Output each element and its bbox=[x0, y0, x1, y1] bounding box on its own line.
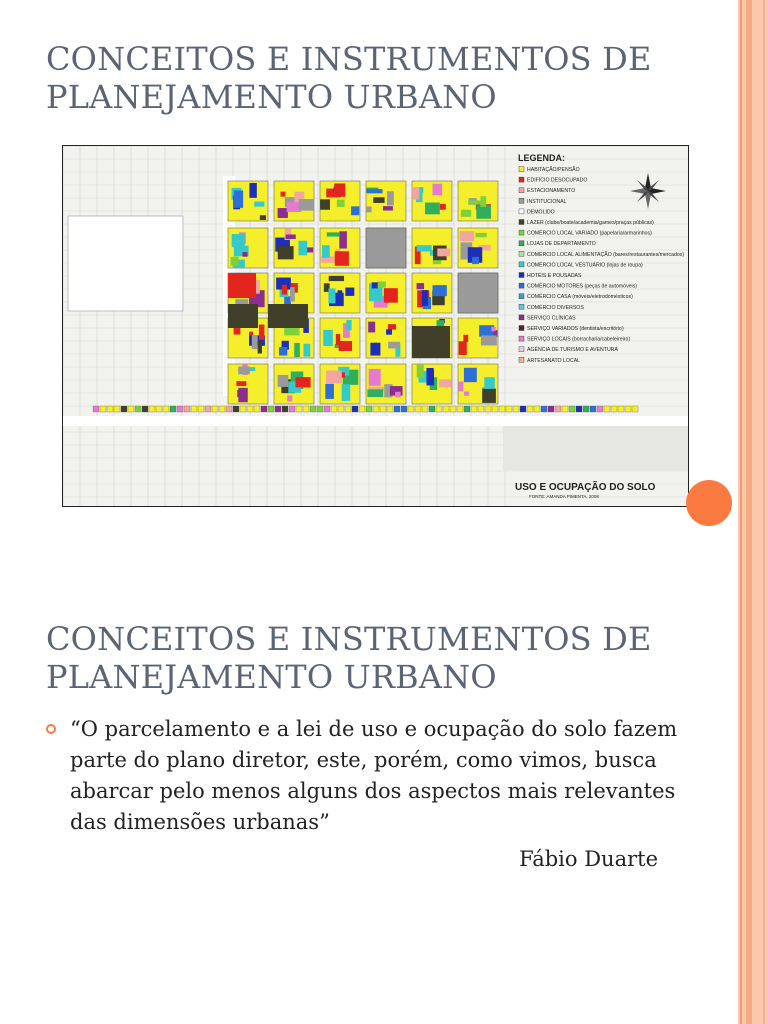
legend-label: COMÉRCIO LOCAL VARIADO (papelaria/armarinhos) bbox=[527, 230, 652, 237]
avenue-lot bbox=[366, 406, 372, 412]
legend-swatch bbox=[519, 294, 524, 299]
legend-label: COMÉRCIO DIVERSOS bbox=[527, 304, 584, 311]
avenue-lot bbox=[331, 406, 337, 412]
quote-author: Fábio Duarte bbox=[519, 847, 658, 871]
legend-swatch bbox=[519, 336, 524, 341]
avenue-lot bbox=[492, 406, 498, 412]
legend-label: INSTITUCIONAL bbox=[527, 198, 567, 205]
legend-item bbox=[519, 251, 684, 258]
avenue-lot bbox=[520, 406, 526, 412]
legend-label: LAZER (clube/boate/academia/games/praças públicas) bbox=[527, 220, 654, 226]
avenue-lot bbox=[198, 406, 204, 412]
city-block bbox=[274, 228, 314, 268]
avenue-lot bbox=[303, 406, 309, 412]
avenue-lot bbox=[156, 406, 162, 412]
city-block bbox=[228, 228, 268, 268]
avenue-lot bbox=[163, 406, 169, 412]
legend-swatch bbox=[519, 347, 524, 352]
legend-swatch bbox=[519, 230, 524, 235]
avenue-lot bbox=[464, 406, 470, 412]
avenue-lot bbox=[555, 406, 561, 412]
legend-item bbox=[519, 261, 643, 268]
legend-item bbox=[519, 314, 576, 321]
avenue-lot bbox=[233, 406, 239, 412]
avenue-lot bbox=[527, 406, 533, 412]
avenue-lot bbox=[401, 406, 407, 412]
legend-swatch bbox=[519, 167, 524, 172]
legend-label: ARTESANATO LOCAL bbox=[527, 357, 581, 364]
avenue-lot bbox=[352, 406, 358, 412]
avenue-lot bbox=[135, 406, 141, 412]
city-block bbox=[320, 318, 360, 358]
city-block bbox=[228, 364, 268, 404]
legend-swatch bbox=[519, 198, 524, 203]
legend-swatch bbox=[519, 188, 524, 193]
avenue-lot bbox=[226, 406, 232, 412]
avenue-lot bbox=[261, 406, 267, 412]
leisure-block bbox=[228, 304, 258, 328]
slide-2 bbox=[0, 512, 738, 1024]
legend-label: SERVIÇO VARIADOS (dentista/escritório) bbox=[527, 326, 624, 332]
avenue-lot bbox=[345, 406, 351, 412]
decorative-stripe bbox=[740, 0, 742, 1024]
legend-item bbox=[519, 220, 654, 227]
avenue-lot bbox=[114, 406, 120, 412]
avenue-lot bbox=[142, 406, 148, 412]
avenue-lot bbox=[107, 406, 113, 412]
avenue-lot bbox=[121, 406, 127, 412]
city-block bbox=[366, 181, 406, 221]
avenue-lot bbox=[583, 406, 589, 412]
slide-1 bbox=[0, 0, 738, 512]
avenue-lot bbox=[471, 406, 477, 412]
avenue-lot bbox=[597, 406, 603, 412]
city-block bbox=[412, 273, 452, 313]
avenue-lot bbox=[590, 406, 596, 412]
avenue-lot bbox=[541, 406, 547, 412]
leisure-block bbox=[412, 326, 450, 358]
legend-item bbox=[519, 188, 575, 195]
quote-text: “O parcelamento e a lei de uso e ocupação do solo fazem parte do plano diretor, este, porém, como vimos, busca abarcar pelo menos alguns dos aspectos mais relevantes das dimensões urbanas” bbox=[70, 717, 678, 834]
land-use-map bbox=[62, 145, 689, 507]
city-block bbox=[458, 318, 498, 358]
legend-item bbox=[519, 283, 637, 290]
legend-label: COMÉRCIO LOCAL ALIMENTAÇÃO (bares/restaurantes/mercados) bbox=[527, 251, 685, 258]
city-block bbox=[412, 228, 452, 268]
legend-label: SERVIÇO LOCAIS (borracharia/cabeleireiro) bbox=[527, 336, 631, 343]
avenue-lot bbox=[191, 406, 197, 412]
vacant-building-block bbox=[228, 273, 256, 298]
legend-item bbox=[519, 198, 567, 205]
avenue-lot bbox=[415, 406, 421, 412]
city-block bbox=[320, 273, 360, 313]
legend-label: AGÊNCIA DE TURISMO E AVENTURA bbox=[527, 347, 618, 354]
avenue-lot bbox=[170, 406, 176, 412]
legend-swatch bbox=[519, 304, 524, 309]
avenue-lot bbox=[177, 406, 183, 412]
legend-item bbox=[519, 166, 580, 173]
legend-swatch bbox=[519, 357, 524, 362]
legend-item bbox=[519, 293, 633, 300]
avenue-lot bbox=[149, 406, 155, 412]
city-block bbox=[366, 364, 406, 404]
city-block bbox=[320, 181, 360, 221]
legend-label: COMÉRCIO MOTORES (peças de automóveis) bbox=[527, 283, 638, 290]
city-block bbox=[412, 181, 452, 221]
avenue-lot bbox=[338, 406, 344, 412]
legend-label: EDIFÍCIO DESOCUPADO bbox=[527, 177, 588, 184]
legend-label: HABITAÇÃO/PENSÃO bbox=[527, 167, 580, 173]
avenue-lot bbox=[373, 406, 379, 412]
city-block bbox=[320, 364, 360, 404]
avenue-lot bbox=[576, 406, 582, 412]
avenue-lot bbox=[128, 406, 134, 412]
city-block bbox=[458, 364, 498, 404]
city-block bbox=[366, 318, 406, 358]
legend-label: HOTÉIS E POUSADAS bbox=[527, 273, 582, 279]
city-block bbox=[366, 273, 406, 313]
avenue-lot bbox=[499, 406, 505, 412]
avenue-lot bbox=[254, 406, 260, 412]
avenue-lot bbox=[422, 406, 428, 412]
city-block bbox=[458, 228, 498, 268]
city-block bbox=[320, 228, 360, 268]
legend-label: ESTACIONAMENTO bbox=[527, 188, 576, 195]
legend-swatch bbox=[519, 177, 524, 182]
avenue-lot bbox=[268, 406, 274, 412]
leisure-block bbox=[268, 304, 308, 328]
legend-swatch bbox=[519, 315, 524, 320]
institutional-block bbox=[366, 228, 406, 268]
avenue-lot bbox=[506, 406, 512, 412]
avenue-lot bbox=[324, 406, 330, 412]
avenue-lot bbox=[247, 406, 253, 412]
legend-item bbox=[519, 326, 624, 333]
avenue-lot bbox=[212, 406, 218, 412]
legend-swatch bbox=[519, 220, 524, 225]
legend-item bbox=[519, 230, 652, 237]
legend-item bbox=[519, 177, 587, 184]
avenue-lot bbox=[205, 406, 211, 412]
legend-title: LEGENDA: bbox=[518, 153, 565, 163]
avenue-lot bbox=[240, 406, 246, 412]
decorative-stripe bbox=[746, 0, 752, 1024]
legend-swatch bbox=[519, 273, 524, 278]
avenue-lot bbox=[429, 406, 435, 412]
legend-swatch bbox=[519, 251, 524, 256]
legend-label: SERVIÇO CLÍNICAS bbox=[527, 315, 576, 322]
legend-label: COMÉRCIO CASA (móveis/eletrodomésticos) bbox=[527, 294, 633, 301]
map-source: FONTE: AMANDA PIMENTA, 2008 bbox=[529, 494, 599, 499]
avenue-lot bbox=[450, 406, 456, 412]
avenue-lot bbox=[394, 406, 400, 412]
avenue-lot bbox=[289, 406, 295, 412]
avenue-lot bbox=[310, 406, 316, 412]
avenue-lot bbox=[457, 406, 463, 412]
avenue-lot bbox=[93, 406, 99, 412]
avenue-lot bbox=[359, 406, 365, 412]
avenue-lot bbox=[317, 406, 323, 412]
slide-1-title: CONCEITOS E INSTRUMENTOS DE PLANEJAMENTO URBANO bbox=[46, 40, 652, 116]
bullet-circle-icon bbox=[46, 724, 56, 734]
legend-label: DEMOLIDO bbox=[527, 209, 555, 216]
city-block bbox=[274, 364, 314, 404]
avenue-lot bbox=[282, 406, 288, 412]
avenue-lot bbox=[604, 406, 610, 412]
legend-swatch bbox=[519, 326, 524, 331]
avenue-lot bbox=[562, 406, 568, 412]
city-block bbox=[458, 181, 498, 221]
legend-swatch bbox=[519, 262, 524, 267]
avenue-lot bbox=[443, 406, 449, 412]
avenue-lot bbox=[478, 406, 484, 412]
legend-swatch bbox=[519, 283, 524, 288]
legend-item bbox=[519, 304, 584, 311]
legend-item bbox=[519, 336, 630, 343]
legend-swatch bbox=[519, 209, 524, 214]
avenue-lot bbox=[534, 406, 540, 412]
city-block bbox=[228, 181, 268, 221]
avenue-lot bbox=[569, 406, 575, 412]
land-use-map-graphic bbox=[63, 146, 688, 506]
slide-2-title: CONCEITOS E INSTRUMENTOS DE PLANEJAMENTO URBANO bbox=[46, 620, 652, 696]
avenue-lot bbox=[618, 406, 624, 412]
avenue-lot bbox=[408, 406, 414, 412]
avenue-lot bbox=[436, 406, 442, 412]
legend-item bbox=[519, 345, 618, 353]
map-title: USO E OCUPAÇÃO DO SOLO bbox=[515, 482, 656, 493]
avenue-lot bbox=[380, 406, 386, 412]
legend-label: LOJAS DE DEPARTAMENTO bbox=[527, 241, 596, 248]
avenue-lot bbox=[513, 406, 519, 412]
avenue-lot bbox=[632, 406, 638, 412]
city-block bbox=[274, 181, 314, 221]
avenue-lot bbox=[275, 406, 281, 412]
avenue-lot bbox=[548, 406, 554, 412]
legend-item bbox=[519, 241, 596, 248]
avenue-lot bbox=[296, 406, 302, 412]
legend-label: COMÉRCIO LOCAL VESTUÁRIO (lojas de roupa) bbox=[527, 262, 643, 269]
legend-item bbox=[519, 357, 580, 364]
legend-item bbox=[519, 272, 582, 279]
avenue-lot bbox=[485, 406, 491, 412]
avenue-lot bbox=[219, 406, 225, 412]
legend-swatch bbox=[519, 241, 524, 246]
avenue-lot bbox=[625, 406, 631, 412]
city-block bbox=[412, 364, 452, 404]
avenue-lot bbox=[184, 406, 190, 412]
avenue-lot bbox=[387, 406, 393, 412]
institutional-block bbox=[458, 273, 498, 313]
avenue-lot bbox=[611, 406, 617, 412]
avenue-lot bbox=[100, 406, 106, 412]
decorative-stripe bbox=[763, 0, 765, 1024]
